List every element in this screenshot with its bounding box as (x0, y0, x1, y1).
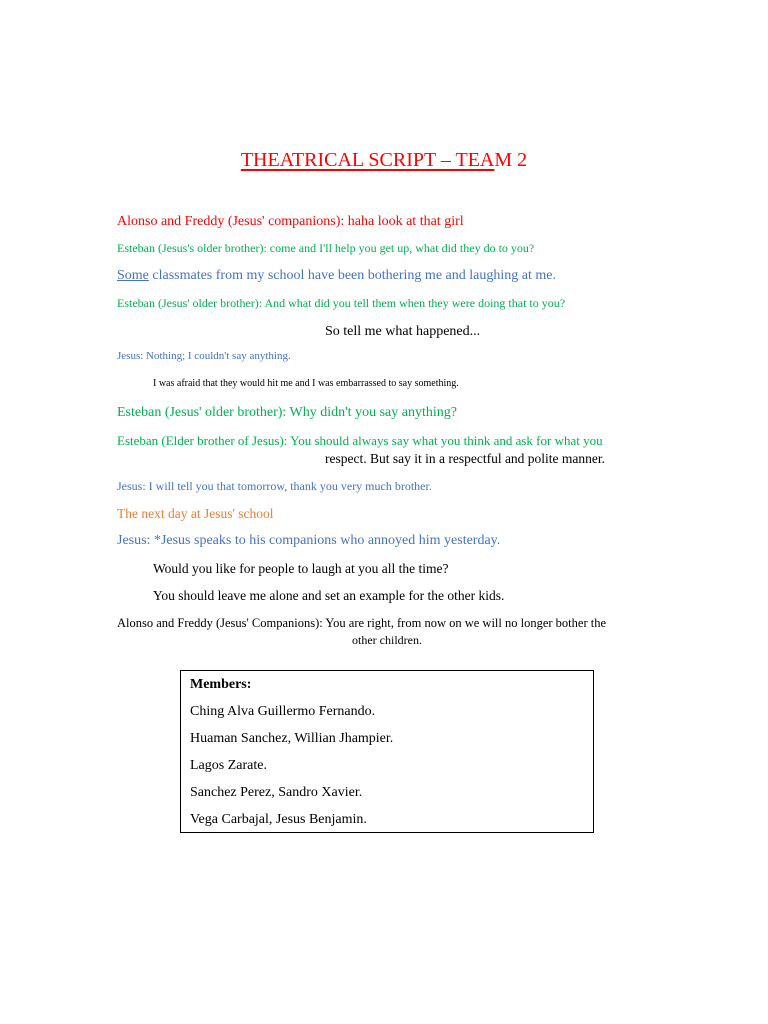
script-line-11: Jesus: I will tell you that tomorrow, thank you very much brother. (117, 479, 432, 493)
members-box (180, 670, 594, 833)
script-line-15: You should leave me alone and set an example for the other kids. (153, 588, 505, 603)
members-heading: Members: (190, 677, 252, 692)
script-line-5: So tell me what happened... (325, 324, 481, 339)
script-line-10: respect. But say it in a respectful and polite manner. (325, 451, 606, 466)
script-line-8: Esteban (Jesus' older brother): Why didn't you say anything? (117, 405, 457, 420)
script-line-2: Esteban (Jesus's older brother): come and I'll help you get up, what did they do to you? (117, 241, 535, 255)
script-line-4: Esteban (Jesus' older brother): And what did you tell them when they were doing that to you? (117, 296, 566, 310)
script-line-7: I was afraid that they would hit me and I was embarrassed to say something. (153, 378, 459, 389)
script-line-17: other children. (352, 633, 422, 647)
title-rest: M 2 (494, 149, 528, 171)
scene-heading: The next day at Jesus' school (117, 506, 274, 521)
member-item: Lagos Zarate. (190, 758, 267, 773)
member-item: Vega Carbajal, Jesus Benjamin. (190, 812, 367, 827)
member-item: Sanchez Perez, Sandro Xavier. (190, 785, 363, 800)
script-line-3-underlined: Some (117, 268, 149, 283)
script-line-6: Jesus: Nothing; I couldn't say anything. (117, 350, 291, 362)
member-item: Huaman Sanchez, Willian Jhampier. (190, 731, 394, 746)
title-underlined: THEATRICAL SCRIPT – TEA (240, 149, 495, 171)
member-item: Ching Alva Guillermo Fernando. (190, 704, 376, 719)
script-line-13: Jesus: *Jesus speaks to his companions who annoyed him yesterday. (117, 533, 501, 548)
script-line-16: Alonso and Freddy (Jesus' Companions): You are right, from now on we will no longer bother the (117, 616, 607, 630)
script-line-3 (117, 269, 556, 283)
script-line-9: Esteban (Elder brother of Jesus): You should always say what you think and ask for what you (117, 433, 603, 448)
script-line-1: Alonso and Freddy (Jesus' companions): haha look at that girl (117, 214, 464, 229)
page-title (0, 150, 768, 170)
script-line-3-rest: classmates from my school have been bothering me and laughing at me. (148, 268, 556, 283)
script-line-14: Would you like for people to laugh at you all the time? (153, 561, 449, 576)
